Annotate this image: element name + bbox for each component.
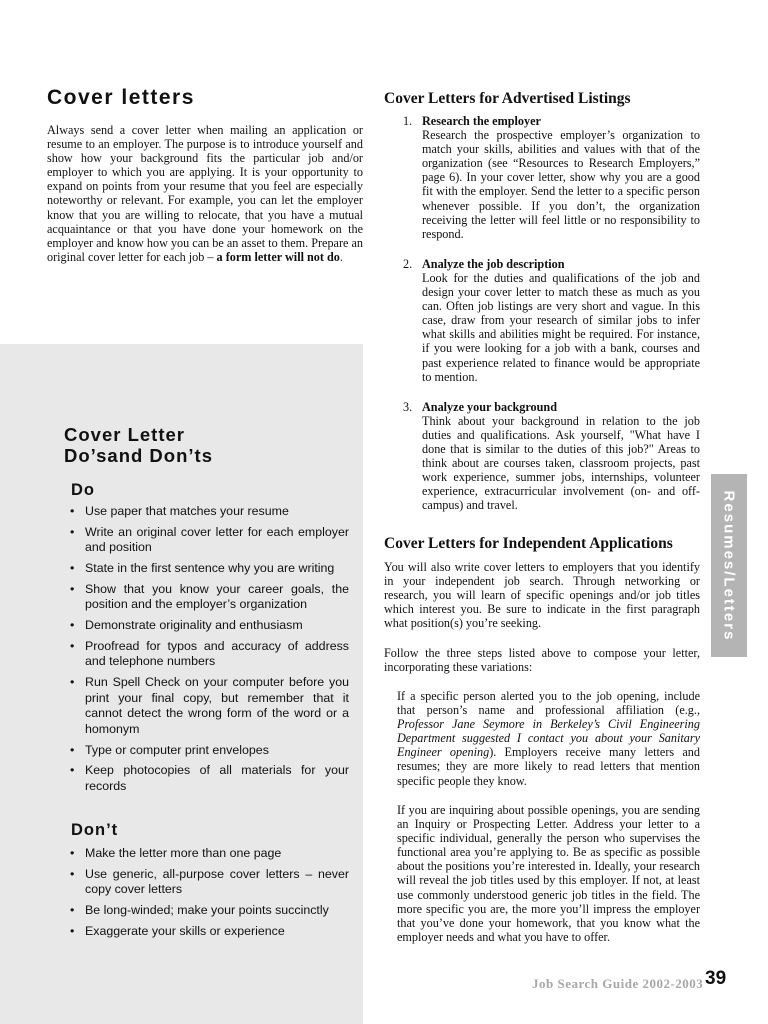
intro-bold-text: a form letter will not do	[216, 249, 340, 264]
steps-list	[384, 114, 700, 528]
step-text: Look for the duties and qualifications of the job and design your cover letter to match these as much as you can. Often job listings are very short and vague. In this case, draw from your research of similar jobs to infer what skills and abilities might be required. For instance, if you were looking for a job with a bank, courses and past experience related to finance would be appropriate to mention.	[422, 270, 700, 384]
do-item: • Write an original cover letter for each employer and position	[70, 525, 349, 556]
step-number: 2.	[403, 256, 413, 271]
variation-paragraph-1	[397, 689, 700, 788]
variation-paragraph-2: If you are inquiring about possible openings, you are sending an Inquiry or Prospecting Letter. Address your letter to a specific individual, generally the person who supervises the functional area you’re applying to. Be as specific as possible about the positions you’re interested in. Ideally, your research will reveal the job titles used by this employer. If not, at least use commonly understood generic job titles in the field. The more specific you are, the more you’ll impress the employer that you’ve done your homework, that you know what the employer needs and what you have to offer.	[397, 803, 700, 944]
dos-and-donts-panel	[0, 344, 363, 1024]
variation1-end: ). Employers receive many letters and resumes; they are more likely to read letters that mention specific people they know.	[397, 745, 700, 788]
follow-steps-paragraph: Follow the three steps listed above to compose your letter, incorporating these variations:	[384, 646, 700, 675]
dont-item: • Use generic, all-purpose cover letters – never copy cover letters	[70, 867, 349, 898]
step-number: 3.	[403, 399, 413, 414]
advertised-listings-heading: Cover Letters for Advertised Listings	[384, 90, 631, 107]
step-text: Research the prospective employer’s organization to match your skills, abilities and values with that of the organization (see “Resources to Research Employers,” page 6). In your cover letter, show why you are a good fit with the employer. Send the letter to a specific person whenever possible. If you don’t, the organization receiving the letter will feel little or no responsibility to respond.	[422, 128, 700, 241]
dont-item: • Make the letter more than one page	[70, 846, 349, 862]
footer-guide-title: Job Search Guide 2002-2003	[532, 976, 704, 991]
variation1-start: If a specific person alerted you to the job opening, include that person’s name and professional affiliation (e.g.,	[397, 689, 700, 718]
intro-end: .	[339, 249, 343, 264]
do-item: • Keep photocopies of all materials for your records	[70, 763, 349, 794]
step-number: 1.	[403, 114, 413, 128]
do-item: • Proofread for typos and accuracy of address and telephone numbers	[70, 639, 349, 670]
variation1-example: Professor Jane Seymore in Berkeley’s Civil Engineering Department suggested I contact you about your Sanitary Engineer opening	[397, 717, 700, 760]
step-item	[384, 114, 700, 241]
page-number: 39	[705, 968, 727, 989]
intro-text: Always send a cover letter when mailing an application or resume to an employer. The purpose is to introduce yourself and show how your background fits the particular job and/or employer to which you are applying. It is your opportunity to expand on points from your resume that you feel are especially noteworthy or relevant. For example, you can let the employer know that you are willing to relocate, that you have a mutual acquaintance or that you have done your homework on the employer and know how you can be an asset to them. Prepare an original cover letter for each job –	[47, 123, 363, 264]
step-title: Analyze the job description	[422, 256, 565, 271]
do-item: • Use paper that matches your resume	[70, 504, 349, 520]
dont-item: • Exaggerate your skills or experience	[70, 924, 349, 940]
step-item	[384, 400, 700, 513]
side-tab-label: Resumes/Letters	[720, 490, 738, 641]
dos-donts-title-line2: Do’sand Don’ts	[64, 445, 213, 466]
intro-paragraph	[47, 123, 363, 264]
page-title: Cover letters	[47, 86, 195, 109]
step-title: Analyze your background	[422, 399, 557, 414]
do-item: • Demonstrate originality and enthusiasm	[70, 618, 349, 634]
do-item: • Show that you know your career goals, the position and the employer’s organization	[70, 582, 349, 613]
dont-heading: Don’t	[71, 821, 119, 839]
dos-donts-title	[64, 424, 213, 466]
do-item: • State in the first sentence why you are writing	[70, 561, 349, 577]
dont-list	[70, 846, 349, 945]
do-heading: Do	[71, 481, 95, 499]
section-side-tab	[711, 474, 747, 657]
step-text: Think about your background in relation to the job duties and qualifications. Ask yourself, "What have I done that is similar to the duties of this job?" Areas to think about are courses taken, classroom projects, past work experience, summer jobs, internships, volunteer experience, extracurricular involvement (on- and off-campus) and travel.	[422, 413, 700, 513]
do-item: • Type or computer print envelopes	[70, 743, 349, 759]
step-item	[384, 257, 700, 384]
do-item: • Run Spell Check on your computer before you print your final copy, but remember that it cannot detect the wrong form of the word or a homonym	[70, 675, 349, 737]
dont-item: • Be long-winded; make your points succinctly	[70, 903, 349, 919]
step-title: Research the employer	[422, 114, 541, 128]
independent-applications-heading: Cover Letters for Independent Applications	[384, 535, 673, 552]
do-list	[70, 504, 349, 800]
independent-paragraph: You will also write cover letters to employers that you identify in your independent job search. Through networking or research, you will learn of specific openings and/or job titles which interest you. Be sure to indicate in the first paragraph what position(s) you’re seeking.	[384, 560, 700, 631]
dos-donts-title-line1: Cover Letter	[64, 424, 185, 445]
